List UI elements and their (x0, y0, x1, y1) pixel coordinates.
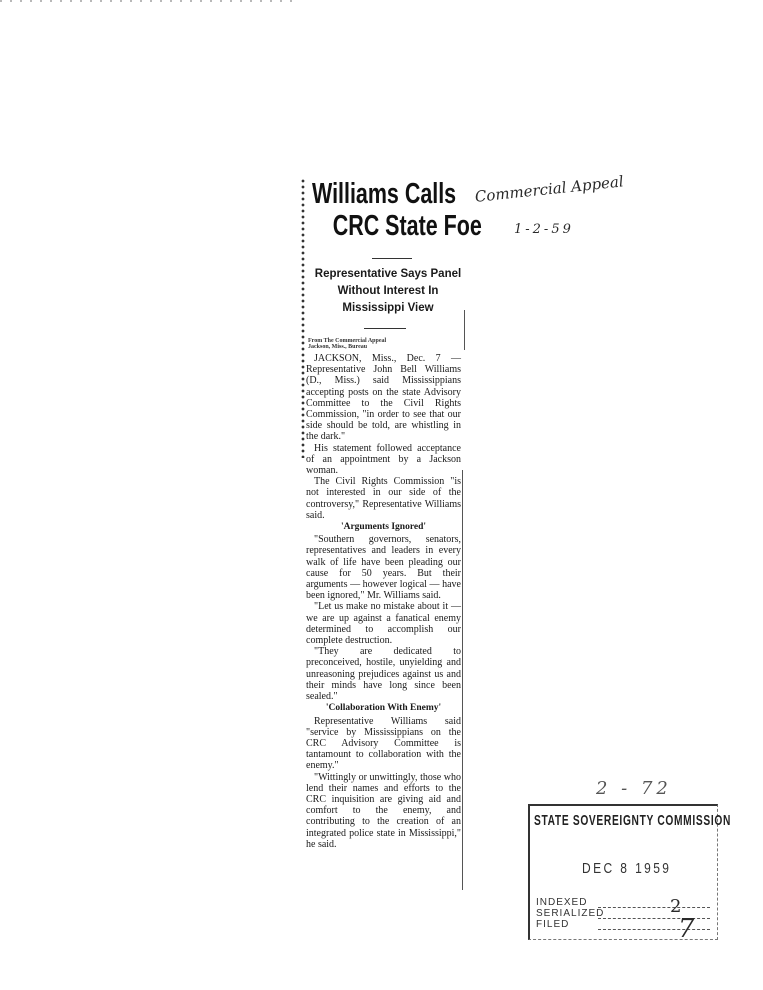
article-body (306, 353, 461, 850)
stamp-title: STATE SOVEREIGNTY COMMISSION (534, 812, 731, 829)
handwritten-source: Commercial Appeal (474, 172, 625, 206)
paragraph: The Civil Rights Commission "is not interested in our side of the controversy," Representative Williams said. (306, 476, 461, 521)
paragraph: "They are dedicated to preconceived, hostile, unyielding and unreasoning prejudices against us and their minds have long since been sealed." (306, 646, 461, 703)
subhead-line-3: Mississippi View (342, 302, 434, 314)
newspaper-clipping (300, 170, 482, 890)
stamp-date: DEC 8 1959 (582, 860, 672, 877)
source-line-1: From The Commercial Appeal (308, 338, 387, 344)
stamp-filed-label: FILED (536, 919, 570, 930)
headline-rule (372, 258, 412, 259)
stamp-serialized-label: SERIALIZED (536, 908, 605, 919)
paragraph: JACKSON, Miss., Dec. 7 — Representative John Bell Williams (D., Miss.) said Mississippians accepting posts on the state Advisory Committee to the Civil Rights Commission, "in order to see that our side should be told, are whistling in the dark." (306, 353, 461, 443)
source-credit (308, 338, 468, 350)
stamp-indexed-label: INDEXED (536, 897, 588, 908)
commission-stamp (528, 804, 731, 944)
stamp-handwritten-number: 2 (670, 896, 682, 917)
paragraph: Representative Williams said "service by Mississippians on the CRC Advisory Committee is tantamount to collaboration with the enemy." (306, 715, 461, 772)
stamp-handwritten-signature: 7 (678, 914, 695, 944)
handwritten-date: 1-2-59 (514, 222, 574, 237)
paragraph: "Let us make no mistake about it — we are up against a fanatical enemy determined to accomplish our complete destruction. (306, 601, 461, 647)
subheadline (310, 266, 466, 317)
paragraph: "Wittingly or unwittingly, those who lend their names and efforts to the CRC inquisition are giving aid and comfort to the enemy, and contributing to the creation of an integrated police state in Mississippi," he said. (306, 771, 461, 850)
headline-line-2: CRC State Foe (332, 210, 482, 242)
column-edge-upper (464, 310, 465, 350)
subhead-line-2: Without Interest In (337, 285, 439, 297)
stamp-indexed-line (598, 907, 710, 908)
section-heading: 'Arguments Ignored' (340, 522, 427, 533)
subhead-line-1: Representative Says Panel (314, 268, 462, 280)
scan-edge-dots (0, 0, 300, 2)
paragraph: "Southern governors, senators, representatives and leaders in every walk of life have been pleading our cause for 50 years. But their arguments — however logical — have been ignored," Mr. Williams said. (306, 534, 461, 602)
source-line-2: Jackson, Miss., Bureau (308, 344, 368, 350)
paragraph: His statement followed acceptance of an appointment by a Jackson woman. (306, 442, 461, 477)
column-edge-lower (462, 470, 463, 890)
section-heading: 'Collaboration With Enemy' (325, 703, 442, 714)
stamp-top-mark: 2 - 72 (596, 778, 672, 799)
subhead-rule (364, 328, 406, 329)
headline (312, 178, 482, 242)
headline-line-1: Williams Calls (312, 178, 457, 210)
